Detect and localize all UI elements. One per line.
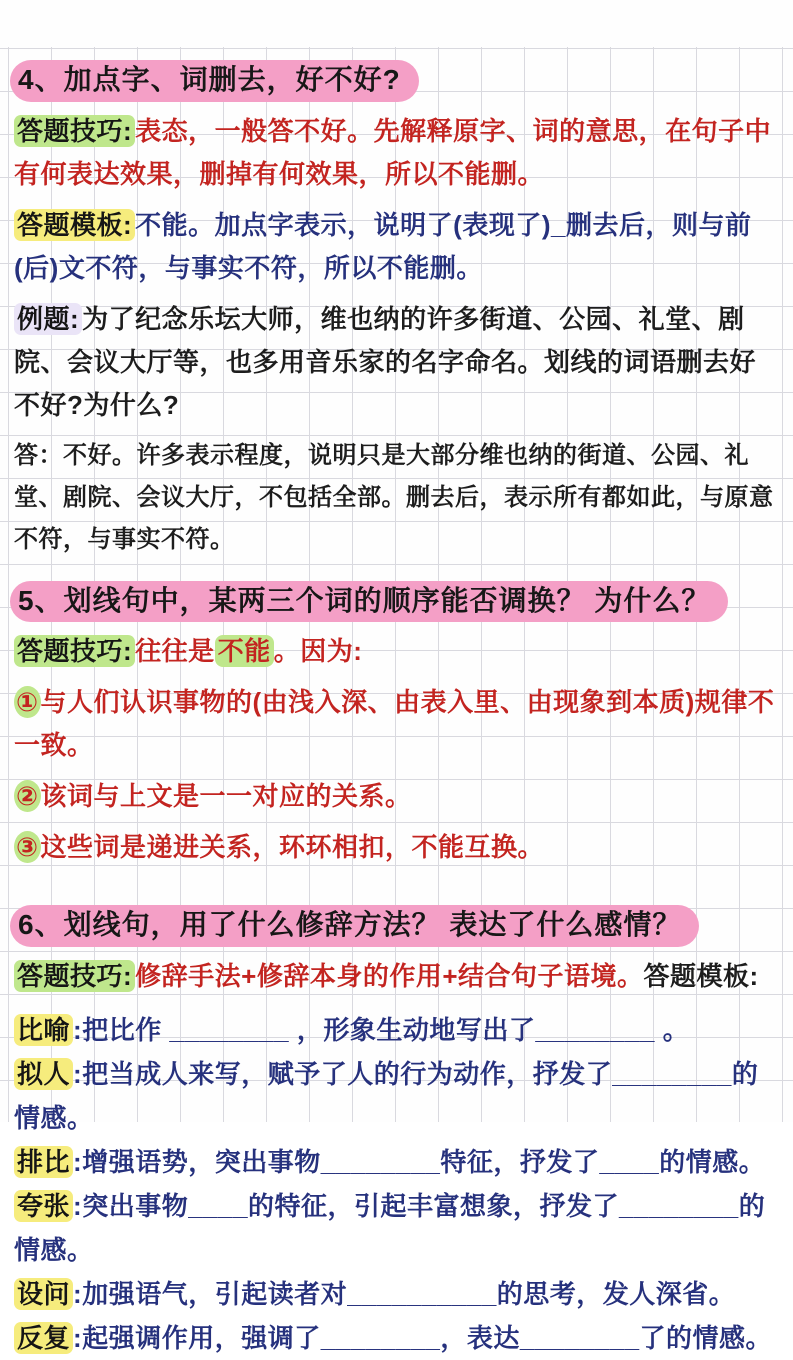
q5-reason-1-number: ① — [16, 687, 39, 718]
q5-reason-2-text: 该词与上文是一一对应的关系。 — [40, 781, 412, 812]
q4-technique-paragraph — [14, 110, 781, 196]
q5-reason-1-text: 与人们认识事物的(由浅入深、由表入里、由现象到本质)规律不一致。 — [14, 687, 775, 761]
section-q5-title-row — [10, 581, 781, 623]
q4-template-label: 答题模板: — [14, 209, 135, 241]
q4-technique-text: 表态，一般答不好。先解释原字、词的意思，在句子中有何表达效果，删掉有何效果，所以不能删。 — [14, 115, 772, 189]
device-paibi-text: 增强语势，突出事物________特征，抒发了____的情感。 — [82, 1146, 766, 1177]
q4-technique-label: 答题技巧: — [14, 115, 135, 147]
device-shewen-text: 加强语气，引起读者对__________的思考，发人深省。 — [82, 1278, 736, 1309]
device-shewen-colon: : — [73, 1278, 83, 1309]
q4-answer-text: 答：不好。许多表示程度，说明只是大部分维也纳的街道、公园、礼堂、剧院、会议大厅，不包括全部。删去后，表示所有都如此，与原意不符，与事实不符。 — [14, 441, 774, 553]
q6-technique-paragraph — [14, 955, 781, 998]
q5-reason-1 — [14, 681, 781, 767]
q5-technique-suffix: 。因为: — [273, 636, 363, 667]
q4-example-label: 例题: — [14, 303, 82, 335]
q5-technique-highlighted: 不能 — [215, 635, 274, 667]
device-row-shewen — [14, 1272, 781, 1316]
q6-technique-red-text: 修辞手法+修辞本身的作用+结合句子语境。 — [135, 960, 644, 991]
q4-example-paragraph — [14, 298, 781, 427]
device-kuazhang-colon: : — [73, 1190, 83, 1221]
section-q6-title: 6、划线句，用了什么修辞方法？ 表达了什么感情？ — [10, 905, 699, 947]
device-niren-text: 把当成人来写，赋予了人的行为动作，抒发了________的情感。 — [14, 1058, 759, 1133]
section-q5 — [10, 581, 781, 870]
device-fanfu-text: 起强调作用，强调了________，表达________了的情感。 — [82, 1322, 773, 1353]
q6-technique-label: 答题技巧: — [14, 960, 135, 992]
device-kuazhang-label: 夸张 — [14, 1190, 73, 1222]
section-q5-title: 5、划线句中，某两三个词的顺序能否调换？ 为什么？ — [10, 581, 728, 623]
device-kuazhang-text: 突出事物____的特征，引起丰富想象，抒发了________的情感。 — [14, 1190, 766, 1265]
q4-example-text: 为了纪念乐坛大师，维也纳的许多街道、公园、礼堂、剧院、会议大厅等，也多用音乐家的名字命名。划线的词语删去好不好?为什么? — [14, 303, 757, 420]
device-fanfu-label: 反复 — [14, 1322, 73, 1354]
device-niren-label: 拟人 — [14, 1058, 73, 1090]
q6-device-list — [10, 1008, 781, 1360]
q5-technique-paragraph — [14, 630, 781, 673]
q6-technique-black-text: 答题模板: — [643, 960, 759, 991]
device-fanfu-colon: : — [73, 1322, 83, 1353]
q5-reason-3-number: ③ — [16, 832, 39, 863]
device-row-kuazhang — [14, 1184, 781, 1272]
section-q6-title-row — [10, 905, 781, 947]
device-paibi-label: 排比 — [14, 1146, 73, 1178]
section-q4-title-row — [10, 60, 781, 102]
q5-technique-prefix: 往往是 — [135, 636, 215, 667]
q4-template-paragraph — [14, 204, 781, 290]
device-row-niren — [14, 1052, 781, 1140]
device-biyu-label: 比喻 — [14, 1014, 73, 1046]
device-biyu-colon: : — [73, 1014, 83, 1045]
section-q4-title: 4、加点字、词删去，好不好? — [10, 60, 419, 102]
q5-technique-label: 答题技巧: — [14, 635, 135, 667]
section-q6 — [10, 905, 781, 1360]
q5-reason-3 — [14, 826, 781, 869]
q4-template-text: 不能。加点字表示，说明了(表现了)_删去后，则与前(后)文不符，与事实不符，所以不能删。 — [14, 209, 752, 283]
page-top-margin — [0, 0, 793, 47]
q4-answer-paragraph — [14, 435, 781, 561]
device-paibi-colon: : — [73, 1146, 83, 1177]
device-row-paibi — [14, 1140, 781, 1184]
section-q4 — [10, 60, 781, 561]
page-content — [10, 60, 781, 1360]
device-shewen-label: 设问 — [14, 1278, 73, 1310]
device-niren-colon: : — [73, 1058, 83, 1089]
q5-reason-3-text: 这些词是递进关系，环环相扣，不能互换。 — [40, 832, 545, 863]
device-row-biyu — [14, 1008, 781, 1052]
q5-reason-2 — [14, 775, 781, 818]
device-row-fanfu — [14, 1316, 781, 1360]
q5-reason-2-number: ② — [16, 781, 39, 812]
device-biyu-text: 把比作 ________ ，形象生动地写出了________ 。 — [82, 1014, 690, 1045]
